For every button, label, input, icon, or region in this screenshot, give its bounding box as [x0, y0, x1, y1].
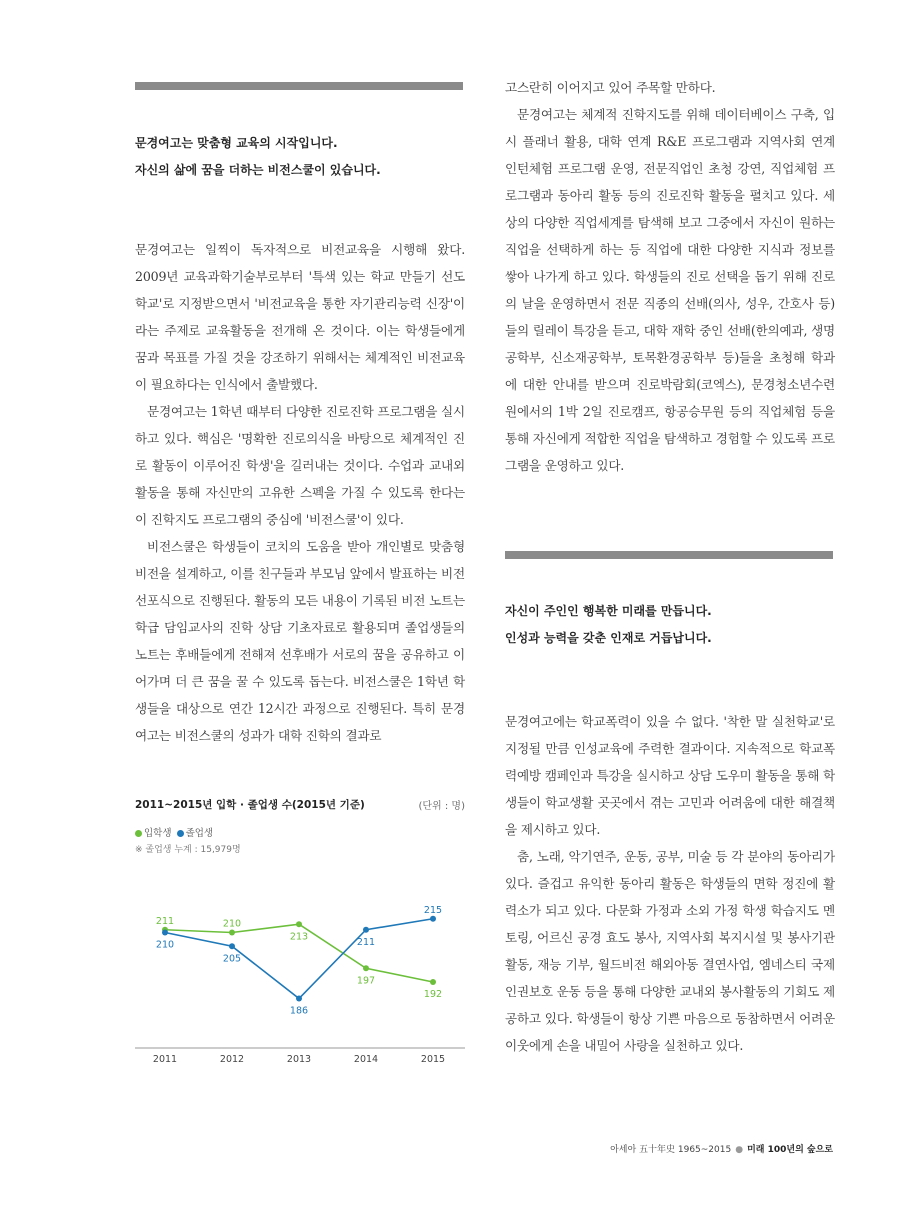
heading-line: 문경여고는 맞춤형 교육의 시작입니다.: [135, 136, 338, 150]
body-right-top: [505, 74, 835, 479]
body-left: [135, 236, 465, 749]
data-point: [363, 927, 369, 933]
heading-line: 인성과 능력을 갖춘 인재로 거듭납니다.: [505, 631, 712, 645]
x-tick-label: 2012: [219, 1054, 245, 1065]
x-tick-label: 2011: [152, 1054, 178, 1065]
data-label: 210: [155, 939, 175, 951]
data-label: 213: [289, 931, 309, 943]
chart-title: [135, 797, 465, 812]
paragraph: 문경여고에는 학교폭력이 있을 수 없다. '착한 말 실천학교'로 지정될 만큼 인성교육에 주력한 결과이다. 지속적으로 학교폭력예방 캠페인과 특강을 실시하고 상담 도우미 활동을 통해 학생들이 학교생활 곳곳에서 겪는 고민과 어려움에 대한 해결책을 제시하고 있다.: [505, 714, 835, 837]
legend-label: 졸업생: [185, 828, 214, 839]
paragraph: 문경여고는 1학년 때부터 다양한 진로진학 프로그램을 실시하고 있다. 핵심은 '명확한 진로의식을 바탕으로 체계적인 진로 활동이 이루어진 학생'을 길러내는 것이다. 수업과 교내외 활동을 통해 자신만의 고유한 스펙을 가질 수 있도록 한다는 이 진학지도 프로그램의 중심에 '비전스쿨'이 있다.: [135, 404, 465, 527]
data-label: 211: [155, 915, 175, 927]
section-divider-2: [505, 551, 833, 559]
data-point: [430, 979, 436, 985]
data-point: [229, 943, 235, 949]
section-heading-2: [505, 598, 845, 652]
data-point: [363, 965, 369, 971]
paragraph: 문경여고는 체계적 진학지도를 위해 데이터베이스 구축, 입시 플래너 활용, 대학 연계 R&E 프로그램과 지역사회 연계 인턴체험 프로그램 운영, 전문직업인 초청 강연, 직업체험 프로그램과 동아리 활동 등의 진로진학 활동을 펼치고 있다. 세상의 다양한 직업세계를 탐색해 보고 그중에서 자신이 원하는 직업을 선택하게 하는 등 직업에 대한 다양한 지식과 정보를 쌓아 나가게 하고 있다. 학생들의 진로 선택을 돕기 위해 진로의 날을 운영하면서 전문 직종의 선배(의사, 성우, 간호사 등)들의 릴레이 특강을 듣고, 대학 재학 중인 선배(한의예과, 생명공학부, 신소재공학부, 토목환경공학부 등)들을 초청해 학과에 대한 안내를 받으며 진로박람회(코엑스), 문경청소년수련원에서의 1박 2일 진로캠프, 항공승무원 등의 직업체험 등을 통해 자신에게 적합한 직업을 탐색하고 경험할 수 있도록 프로그램을 운영하고 있다.: [505, 107, 835, 473]
line-chart: [135, 900, 465, 1070]
footer-separator: ●: [735, 1145, 744, 1155]
legend-dot-graduates: [177, 830, 184, 837]
page-footer: [610, 1142, 833, 1155]
chart-unit: (단위 : 명): [418, 801, 465, 812]
legend-label: 입학생: [144, 828, 172, 839]
data-label: 197: [356, 975, 376, 987]
heading-line: 자신이 주인인 행복한 미래를 만듭니다.: [505, 604, 712, 618]
heading-line: 자신의 삶에 꿈을 더하는 비전스쿨이 있습니다.: [135, 163, 381, 177]
body-right-bottom: [505, 708, 835, 1059]
section-heading-1: [135, 130, 475, 184]
paragraph: 춤, 노래, 악기연주, 운동, 공부, 미술 등 각 분야의 동아리가 있다. 즐겁고 유익한 동아리 활동은 학생들의 면학 정진에 활력소가 되고 있다. 다문화 가정과 소외 가정 학생 학습지도 멘토링, 어르신 공경 효도 봉사, 지역사회 복지시설 및 봉사기관 활동, 재능 기부, 월드비전 해외아동 결연사업, 엠네스티 국제인권보호 운동 등을 통해 다양한 교내외 봉사활동의 기회도 제공하고 있다. 학생들이 항상 기쁜 마음으로 동참하면서 어려운 이웃에게 손을 내밀어 사랑을 실천하고 있다.: [505, 849, 835, 1053]
chart-title-text: 2011~2015년 입학 · 졸업생 수(2015년 기준): [135, 799, 365, 811]
footer-book: 아세아 五十年史 1965~2015: [610, 1145, 732, 1155]
data-point: [430, 916, 436, 922]
data-point: [229, 930, 235, 936]
chart-legend: [135, 825, 213, 839]
chart-note: ※ 졸업생 누계 : 15,979명: [135, 845, 241, 855]
data-label: 211: [356, 936, 376, 948]
section-divider-1: [135, 82, 463, 90]
data-point: [296, 996, 302, 1002]
data-label: 186: [289, 1005, 309, 1017]
data-point: [162, 930, 168, 936]
data-label: 210: [222, 918, 242, 930]
footer-chapter: 미래 100년의 숲으로: [747, 1145, 833, 1155]
data-label: 215: [423, 904, 443, 916]
data-label: 205: [222, 953, 242, 965]
data-label: 192: [423, 989, 443, 1000]
legend-dot-entrants: [135, 830, 142, 837]
x-tick-label: 2014: [353, 1054, 379, 1065]
x-tick-label: 2015: [420, 1054, 446, 1065]
x-tick-label: 2013: [286, 1054, 312, 1065]
paragraph: 고스란히 이어지고 있어 주목할 만하다.: [505, 80, 716, 95]
data-point: [296, 921, 302, 927]
paragraph: 문경여고는 일찍이 독자적으로 비전교육을 시행해 왔다. 2009년 교육과학기술부로부터 '특색 있는 학교 만들기 선도학교'로 지정받으면서 '비전교육을 통한 자기관리능력 신장'이라는 주제로 교육활동을 전개해 온 것이다. 이는 학생들에게 꿈과 목표를 가질 것을 강조하기 위해서는 체계적인 비전교육이 필요하다는 인식에서 출발했다.: [135, 242, 465, 392]
paragraph: 비전스쿨은 학생들이 코치의 도움을 받아 개인별로 맞춤형 비전을 설계하고, 이를 친구들과 부모님 앞에서 발표하는 비전 선포식으로 진행된다. 활동의 모든 내용이 기록된 비전 노트는 학급 담임교사의 진학 상담 기초자료로 활용되며 졸업생들의 노트는 후배들에게 전해져 선후배가 서로의 꿈을 공유하고 이어가며 더 큰 꿈을 꿀 수 있도록 돕는다. 비전스쿨은 1학년 학생들을 대상으로 연간 12시간 과정으로 진행된다. 특히 문경여고는 비전스쿨의 성과가 대학 진학의 결과로: [135, 539, 465, 743]
